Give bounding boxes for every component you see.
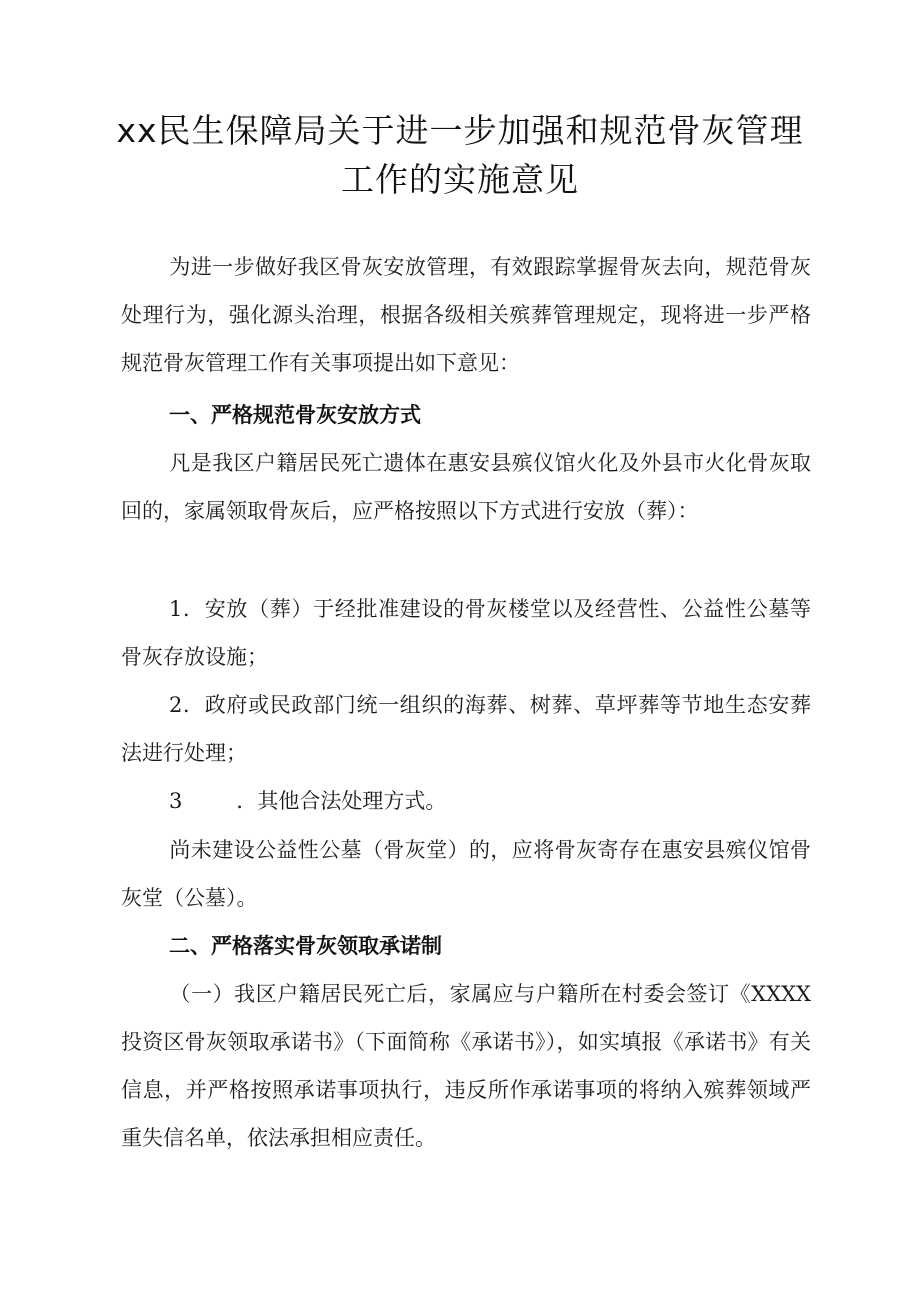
section-1-heading: 一、严格规范骨灰安放方式 [169, 403, 421, 427]
section-2-heading: 二、严格落实骨灰领取承诺制 [169, 934, 442, 958]
section-2-paragraph-1 [121, 970, 811, 1162]
document-title-line-2: 工作的实施意见 [341, 160, 579, 199]
section-1-item-3 [121, 777, 811, 825]
section-1-item-1 [121, 585, 811, 681]
section-1-item-2-text: 2．政府或民政部门统一组织的海葬、树葬、草坪葬等节地生态安葬法进行处理； [121, 693, 811, 765]
section-2-paragraph-1-text: （一）我区户籍居民死亡后，家属应与户籍所在村委会签订《XXXX投资区骨灰领取承诺书》（下面简称《承诺书》），如实填报《承诺书》有关信息，并严格按照承诺事项执行，违反所作承诺事项的将纳入殡葬领域严重失信名单，依法承担相应责任。 [121, 982, 811, 1150]
intro-paragraph [121, 243, 811, 387]
section-1-paragraph-2 [121, 826, 811, 922]
document-title-line-1: xx民生保障局关于进一步加强和规范骨灰管理 [116, 111, 804, 150]
section-1-item-3-text: ．其他合法处理方式。 [236, 789, 447, 813]
section-1-paragraph-1 [121, 439, 811, 535]
section-1-paragraph-1-text: 凡是我区户籍居民死亡遗体在惠安县殡仪馆火化及外县市火化骨灰取回的，家属领取骨灰后，应严格按照以下方式进行安放（葬）： [121, 451, 811, 523]
section-1-item-3-number: 3 [169, 789, 183, 813]
section-1-paragraph-2-text: 尚未建设公益性公墓（骨灰堂）的，应将骨灰寄存在惠安县殡仪馆骨灰堂（公墓）。 [121, 838, 811, 910]
intro-text: 为进一步做好我区骨灰安放管理，有效跟踪掌握骨灰去向，规范骨灰处理行为，强化源头治理，根据各级相关殡葬管理规定，现将进一步严格规范骨灰管理工作有关事项提出如下意见： [121, 255, 811, 375]
section-1-item-1-text: 1．安放（葬）于经批准建设的骨灰楼堂以及经营性、公益性公墓等骨灰存放设施； [121, 597, 811, 669]
section-1-item-2 [121, 681, 811, 777]
